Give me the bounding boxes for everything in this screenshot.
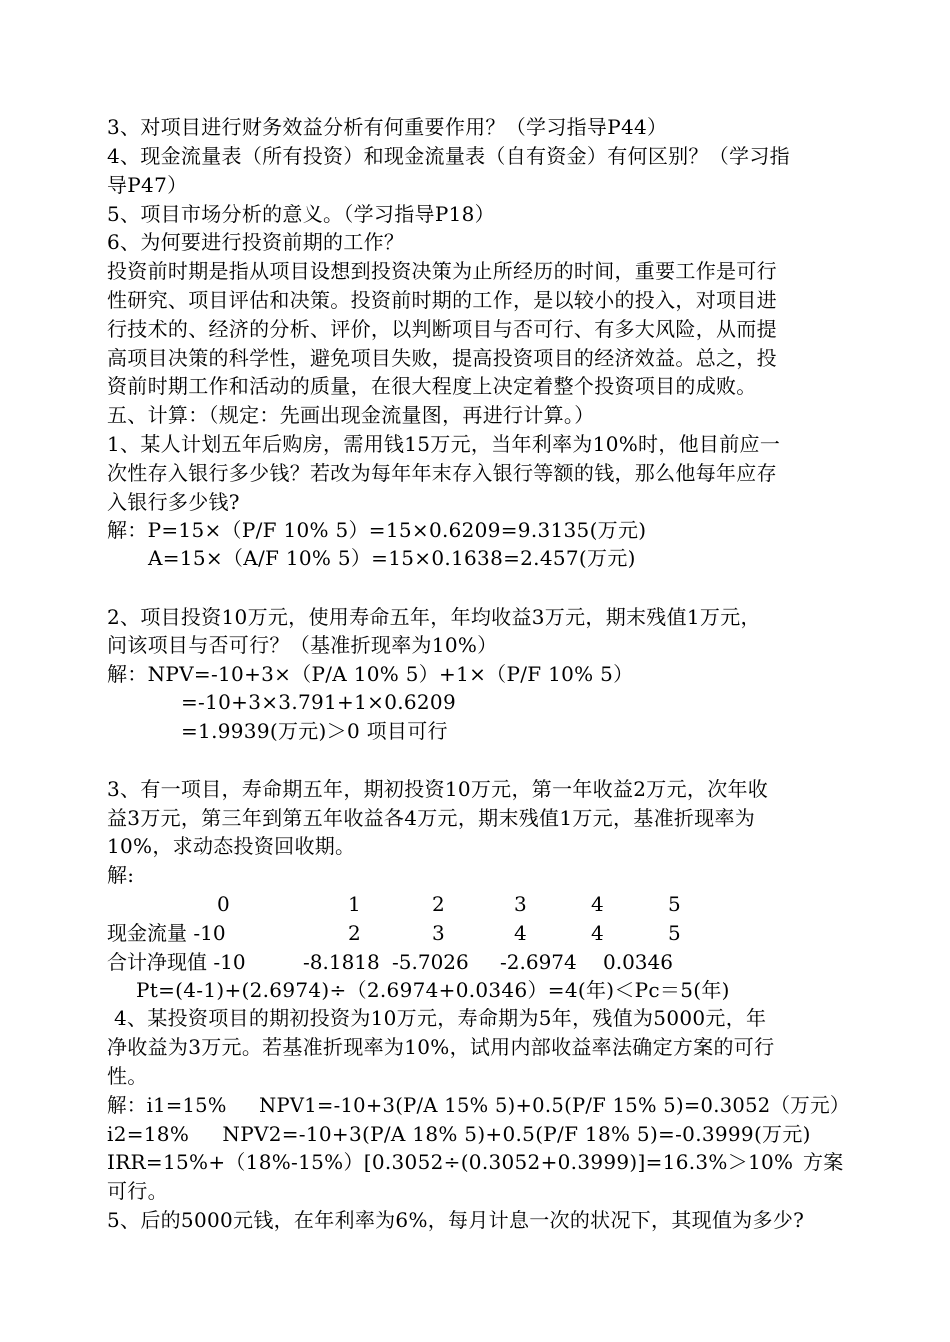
calc-4-solution-irr: IRR=15%+（18%-15%）[0.3052÷(0.3052+0.3999)]=16.3%＞10%: [107, 1150, 794, 1174]
calc-4-line-1: 4、某投资项目的期初投资为10万元，寿命期为5年，残值为5000元，年: [114, 1006, 767, 1030]
calc-1-solution-a: A=15×（A/F 10% 5）=15×0.1638=2.457(万元): [148, 546, 636, 570]
cash-flow-2: 3: [432, 921, 445, 945]
calc-4-solution-1: 解：i1=15% NPV1=-10+3(P/A 15% 5)+0.5(P/F 15% 5)=0.3052（万元）: [107, 1093, 850, 1117]
calc-2-line-2: 问该项目与否可行？（基准折现率为10%）: [107, 633, 498, 657]
answer-6-line-2: 性研究、项目评估和决策。投资前时期的工作，是以较小的投入，对项目进: [107, 288, 777, 312]
cash-flow-3: 4: [514, 921, 527, 945]
calc-1-line-2: 次性存入银行多少钱？若改为每年年末存入银行等额的钱，那么他每年应存: [107, 461, 777, 485]
calc-3-solution-label: 解:: [107, 863, 135, 887]
question-3: 3、对项目进行财务效益分析有何重要作用？（学习指导P44）: [107, 115, 668, 139]
calc-2-solution-2: =-10+3×3.791+1×0.6209: [181, 690, 456, 714]
calc-4-line-2: 净收益为3万元。若基准折现率为10%，试用内部收益率法确定方案的可行: [107, 1035, 775, 1059]
npv-4: 0.0346: [603, 950, 673, 974]
calc-1-line-3: 入银行多少钱?: [107, 490, 240, 514]
calc-4-solution-conclusion: 方案: [803, 1150, 844, 1174]
question-6: 6、为何要进行投资前期的工作？: [107, 230, 405, 254]
calc-3-payback: Pt=(4-1)+(2.6974)÷（2.6974+0.0346）=4(年)＜Pc＝5(年): [136, 978, 730, 1002]
calc-5-line-1: 5、后的5000元钱，在年利率为6%，每月计息一次的状况下，其现值为多少?: [107, 1208, 805, 1232]
calc-3-line-2: 益3万元，第三年到第五年收益各4万元，期末残值1万元，基准折现率为: [107, 806, 756, 830]
calc-4-solution-2: i2=18% NPV2=-10+3(P/A 18% 5)+0.5(P/F 18% 5)=-0.3999(万元): [107, 1122, 811, 1146]
answer-6-line-3: 行技术的、经济的分析、评价，以判断项目与否可行、有多大风险，从而提: [107, 317, 777, 341]
calc-4-solution-conclusion-cont: 可行。: [107, 1179, 168, 1203]
calc-2-solution-3: =1.9939(万元)＞0 项目可行: [181, 719, 448, 743]
question-4: 4、现金流量表（所有投资）和现金流量表（自有资金）有何区别？（学习指: [107, 144, 790, 168]
cash-flow-1: 2: [348, 921, 361, 945]
npv-label: 合计净现值 -10: [107, 950, 246, 974]
calc-3-line-3: 10%，求动态投资回收期。: [107, 834, 356, 858]
year-2: 2: [432, 892, 445, 916]
year-3: 3: [514, 892, 527, 916]
year-0: 0: [217, 892, 230, 916]
npv-1: -8.1818: [303, 950, 380, 974]
question-5: 5、项目市场分析的意义。（学习指导P18）: [107, 202, 495, 226]
npv-2: -5.7026: [392, 950, 469, 974]
answer-6-line-1: 投资前时期是指从项目设想到投资决策为止所经历的时间，重要工作是可行: [107, 259, 777, 283]
calc-3-line-1: 3、有一项目，寿命期五年，期初投资10万元，第一年收益2万元，次年收: [107, 777, 769, 801]
cash-flow-4: 4: [591, 921, 604, 945]
cash-flow-5: 5: [668, 921, 681, 945]
year-5: 5: [668, 892, 681, 916]
calc-1-solution-p: 解：P=15×（P/F 10% 5）=15×0.6209=9.3135(万元): [107, 518, 647, 542]
cash-flow-label: 现金流量 -10: [107, 921, 226, 945]
question-4-cont: 导P47）: [107, 173, 188, 197]
npv-3: -2.6974: [500, 950, 577, 974]
answer-6-line-5: 资前时期工作和活动的质量，在很大程度上决定着整个投资项目的成败。: [107, 374, 757, 398]
year-4: 4: [591, 892, 604, 916]
calc-2-line-1: 2、项目投资10万元，使用寿命五年，年均收益3万元，期末残值1万元，: [107, 605, 761, 629]
year-1: 1: [348, 892, 361, 916]
calc-2-solution-1: 解：NPV=-10+3×（P/A 10% 5）+1×（P/F 10% 5）: [107, 662, 634, 686]
answer-6-line-4: 高项目决策的科学性，避免项目失败，提高投资项目的经济效益。总之，投: [107, 346, 777, 370]
calc-1-line-1: 1、某人计划五年后购房，需用钱15万元，当年利率为10%时，他目前应一: [107, 432, 781, 456]
calc-4-line-3: 性。: [107, 1064, 148, 1088]
section-5-heading: 五、计算：（规定：先画出现金流量图，再进行计算。）: [107, 403, 595, 427]
